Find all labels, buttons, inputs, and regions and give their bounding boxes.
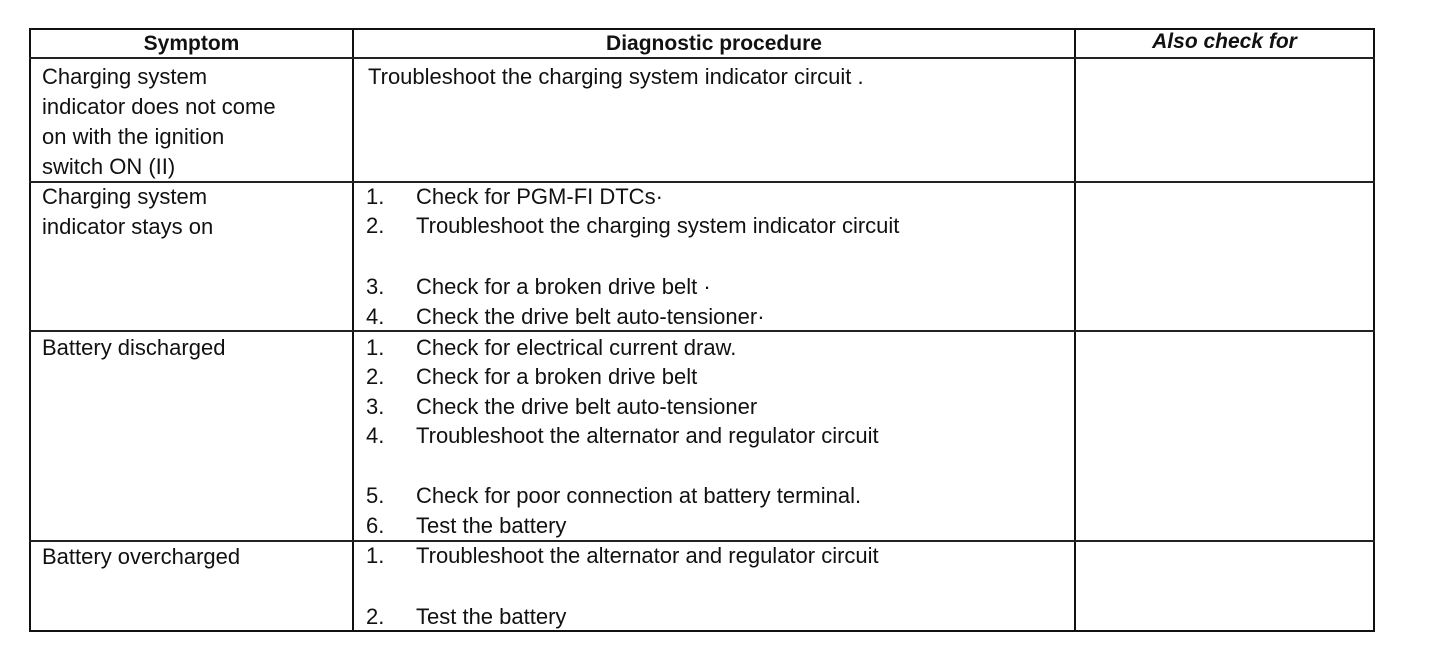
step-text: Troubleshoot the charging system indicator circuit: [416, 213, 900, 238]
symptom-line: Charging system: [42, 184, 208, 209]
symptom-cell: [42, 333, 342, 363]
step-text: Check for electrical current draw.: [416, 335, 737, 360]
step-number: 1.: [366, 184, 385, 209]
step-number: 6.: [366, 513, 385, 538]
symptom-cell: [42, 542, 342, 572]
header-symptom: Symptom: [143, 32, 240, 55]
step-number: 3.: [366, 394, 385, 419]
step-text: Troubleshoot the alternator and regulator circuit: [416, 423, 879, 448]
step-number: 5.: [366, 483, 385, 508]
step-text: Check for PGM-FI DTCs·: [416, 184, 663, 209]
step-number: 2.: [366, 364, 385, 389]
step-number: 2.: [366, 604, 385, 629]
symptom-line: Charging system: [42, 64, 208, 89]
step-number: 2.: [366, 213, 385, 238]
step-text: Check for a broken drive belt: [416, 364, 698, 389]
symptom-line: indicator does not come: [42, 94, 276, 119]
symptom-line: switch ON (II): [42, 154, 176, 179]
step-text: Troubleshoot the alternator and regulator circuit: [416, 543, 879, 568]
step-number: 3.: [366, 274, 385, 299]
step-text: Test the battery: [416, 513, 567, 538]
procedure-text: Troubleshoot the charging system indicator circuit .: [368, 64, 864, 89]
symptom-cell: [42, 62, 342, 182]
header-also-check-for: Also check for: [1152, 30, 1297, 53]
symptom-line: Battery overcharged: [42, 544, 241, 569]
step-number: 1.: [366, 335, 385, 360]
symptom-cell: [42, 182, 342, 242]
step-text: Test the battery: [416, 604, 567, 629]
step-number: 4.: [366, 423, 385, 448]
step-text: Check the drive belt auto-tensioner·: [416, 304, 765, 329]
step-number: 4.: [366, 304, 385, 329]
symptom-line: Battery discharged: [42, 335, 226, 360]
step-number: 1.: [366, 543, 385, 568]
symptom-line: indicator stays on: [42, 214, 214, 239]
symptom-line: on with the ignition: [42, 124, 225, 149]
step-text: Check for a broken drive belt ·: [416, 274, 711, 299]
step-text: Check the drive belt auto-tensioner: [416, 394, 758, 419]
header-diagnostic-procedure: Diagnostic procedure: [606, 32, 822, 55]
step-text: Check for poor connection at battery terminal.: [416, 483, 862, 508]
